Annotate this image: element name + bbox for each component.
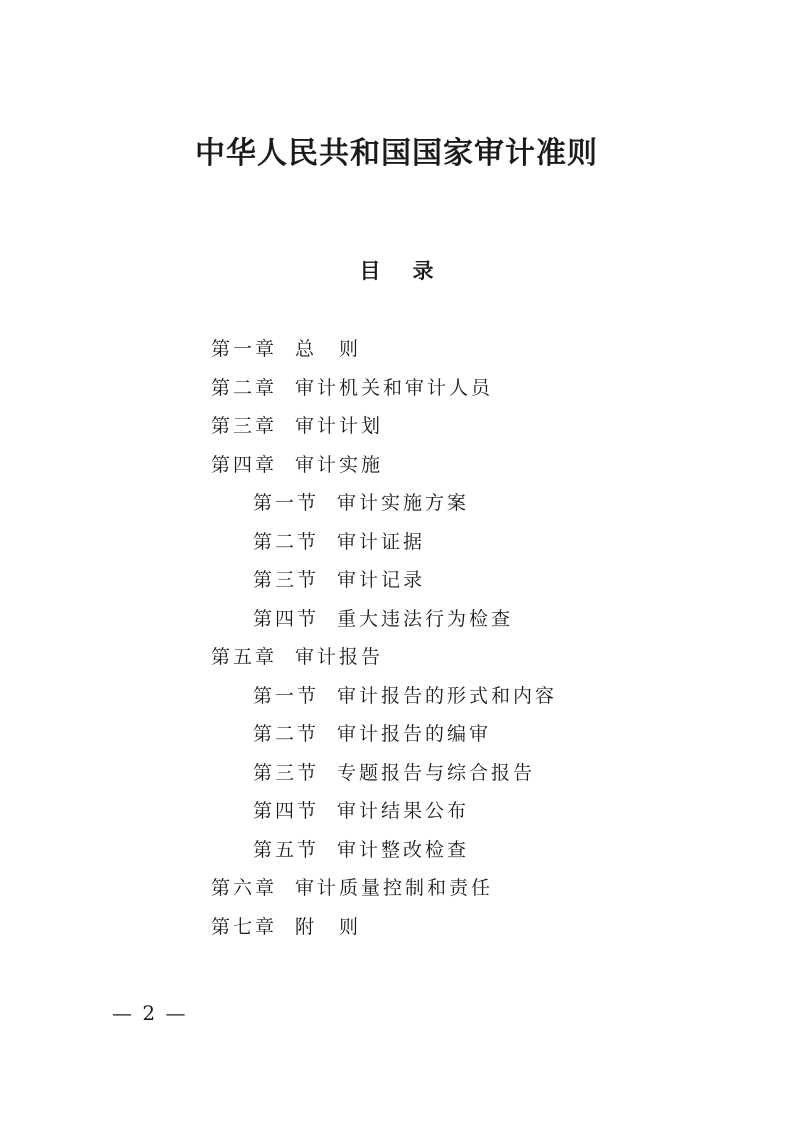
toc-entry-title: 专题报告与综合报告	[337, 761, 536, 784]
toc-entry-title: 审计报告的形式和内容	[337, 684, 558, 707]
toc-entry-chapter-6	[0, 873, 793, 912]
toc-entry-title: 审计整改检查	[337, 838, 470, 861]
toc-entry-number: 第一节	[253, 492, 320, 514]
toc-entry-title: 审计实施	[295, 453, 384, 476]
toc-entry-title: 审计质量控制和责任	[295, 877, 494, 899]
toc-entry-number: 第五节	[253, 838, 320, 861]
toc-entry-title: 审计报告	[295, 646, 384, 668]
toc-entry-section-5-3	[0, 758, 793, 797]
toc-entry-section-5-1	[0, 681, 793, 720]
toc-entry-number: 第一节	[253, 684, 320, 707]
toc-entry-number: 第二节	[253, 723, 320, 745]
toc-entry-number: 第七章	[211, 915, 278, 938]
toc-entry-section-4-2	[0, 527, 793, 566]
toc-entry-chapter-7	[0, 912, 793, 951]
toc-entry-number: 第三节	[253, 761, 320, 784]
toc-entry-chapter-4	[0, 450, 793, 489]
toc-entry-chapter-2	[0, 373, 793, 412]
toc-entry-title: 审计记录	[337, 569, 426, 591]
toc-entry-title: 附 则	[295, 915, 362, 938]
toc-heading-char-1: 目	[359, 259, 381, 283]
toc-entry-number: 第四章	[211, 453, 278, 476]
toc-heading	[0, 256, 793, 286]
toc-entry-title: 审计机关和审计人员	[295, 376, 494, 399]
document-title: 中华人民共和国国家审计准则	[195, 136, 598, 171]
toc-entry-section-4-1	[0, 488, 793, 527]
toc-entry-title: 审计证据	[337, 530, 426, 553]
toc-entry-number: 第一章	[211, 338, 278, 360]
toc-entry-title: 重大违法行为检查	[337, 607, 514, 630]
page-number: — 2 —	[112, 1001, 188, 1025]
toc-entry-title: 审计结果公布	[337, 800, 470, 822]
toc-entry-number: 第四节	[253, 800, 320, 822]
toc-entry-section-4-4	[0, 604, 793, 643]
toc-entry-title: 总 则	[295, 338, 362, 360]
toc-entry-number: 第四节	[253, 607, 320, 630]
toc-entry-chapter-5	[0, 642, 793, 681]
toc-entry-title: 审计报告的编审	[337, 723, 492, 745]
toc-entry-section-5-5	[0, 835, 793, 874]
toc-entry-number: 第二章	[211, 376, 278, 399]
toc-entry-title: 审计计划	[295, 415, 384, 437]
toc-heading-char-2: 录	[412, 259, 434, 283]
table-of-contents	[0, 334, 793, 950]
toc-entry-number: 第五章	[211, 646, 278, 668]
toc-entry-chapter-1	[0, 334, 793, 373]
toc-entry-chapter-3	[0, 411, 793, 450]
toc-entry-title: 审计实施方案	[337, 492, 470, 514]
toc-entry-number: 第六章	[211, 877, 278, 899]
toc-entry-section-5-4	[0, 796, 793, 835]
toc-entry-section-4-3	[0, 565, 793, 604]
toc-entry-number: 第二节	[253, 530, 320, 553]
toc-entry-number: 第三章	[211, 415, 278, 437]
toc-entry-section-5-2	[0, 719, 793, 758]
toc-entry-number: 第三节	[253, 569, 320, 591]
